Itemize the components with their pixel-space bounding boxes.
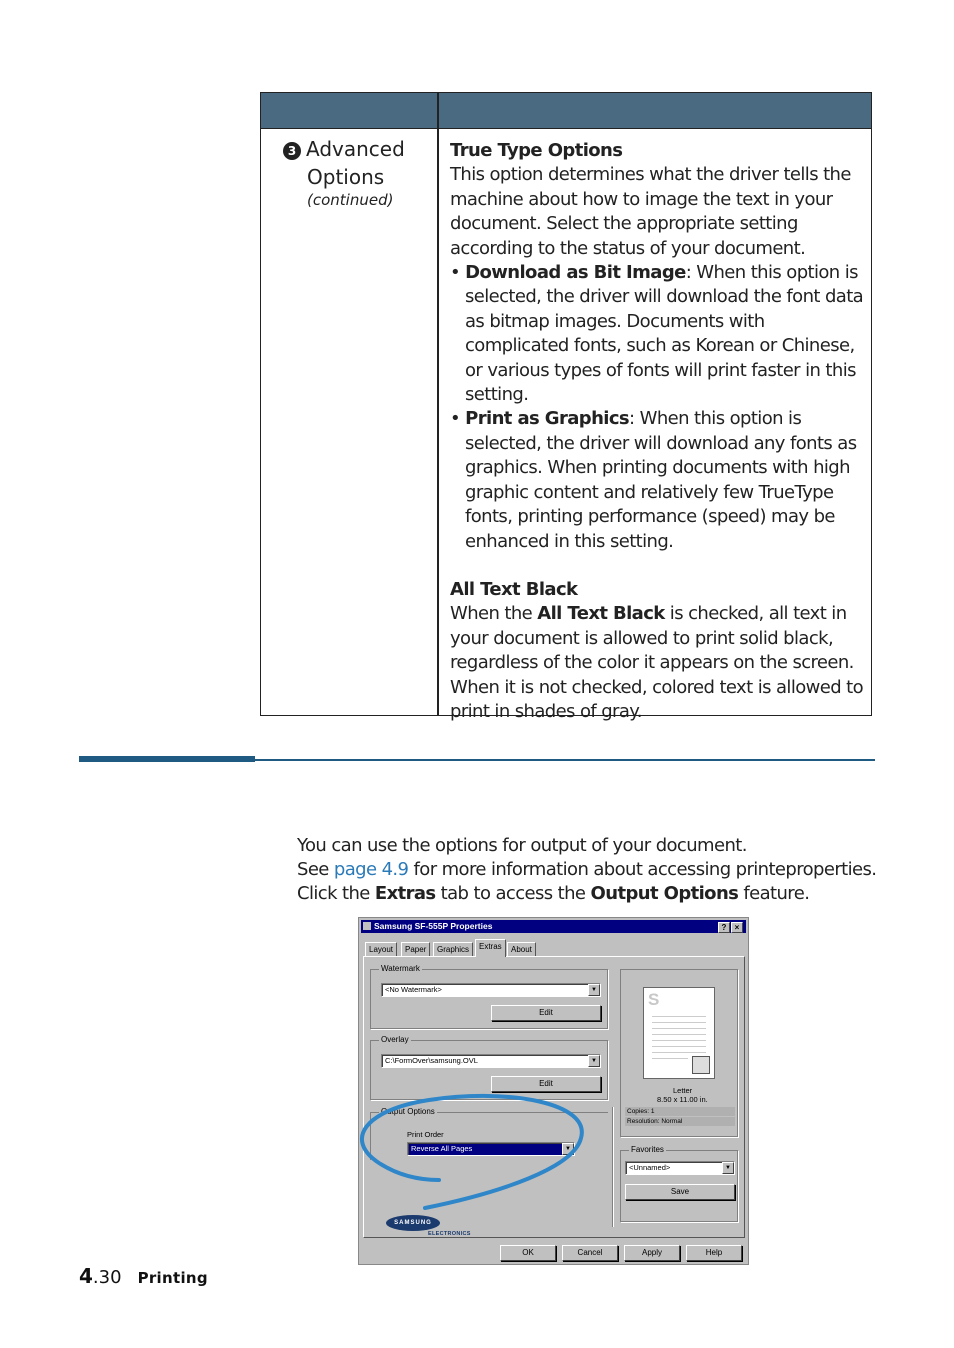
page-number: .30 bbox=[92, 1267, 122, 1288]
output-options-label: Output Options bbox=[381, 1107, 435, 1116]
chevron-down-icon: ▼ bbox=[722, 1162, 734, 1174]
preview-size: 8.50 x 11.00 in. bbox=[657, 1095, 708, 1104]
column-divider bbox=[437, 129, 439, 715]
bullet1-text: : When this option is selected, the driver will download the font data as bitmap images. Documents with complicated fonts, such as Korean or Chinese, or various types of fonts will print faster in this setting. bbox=[465, 262, 864, 406]
print-order-value: Reverse All Pages bbox=[411, 1144, 473, 1153]
tt-heading: True Type Options bbox=[450, 140, 623, 161]
close-icon[interactable]: × bbox=[731, 922, 743, 933]
intro-line3 bbox=[297, 882, 877, 906]
option-name-note: (continued) bbox=[307, 191, 394, 209]
page-footer bbox=[79, 1264, 208, 1290]
tab-layout[interactable]: Layout bbox=[365, 942, 397, 956]
atb-description bbox=[450, 602, 868, 724]
intro-line2-pre: See bbox=[297, 859, 334, 880]
help-title-button[interactable]: ? bbox=[718, 922, 730, 933]
extras-tab-ref: Extras bbox=[374, 883, 436, 904]
output-options-ref: Output Options bbox=[590, 883, 739, 904]
overlay-select[interactable] bbox=[381, 1054, 601, 1068]
samsung-logo-sub: ELECTRONICS bbox=[428, 1231, 471, 1237]
print-order-select[interactable] bbox=[407, 1142, 575, 1156]
intro-line1: You can use the options for output of your document. bbox=[297, 835, 747, 856]
favorites-group bbox=[620, 1145, 738, 1222]
atb-heading: All Text Black bbox=[450, 578, 578, 600]
tt-description: This option determines what the driver tells the machine about how to image the text in your document. Select the appropriate setting according to the status of your document. bbox=[450, 164, 851, 259]
chapter-number: 4 bbox=[79, 1264, 93, 1288]
page-preview bbox=[620, 969, 738, 1137]
bullet-bit-image: • Download as Bit Image: When this option is selected, the driver will download the font data as bitmap images. Documents with complicated fonts, such as Korean or Chinese, or various types of fonts will print faster in this setting. bbox=[450, 262, 864, 406]
bullet-print-graphics: • Print as Graphics: When this option is selected, the driver will download any fonts as graphics. When printing documents with high graphic content and relatively few TrueType fonts, printing performance (speed) may be enhanced in this setting. bbox=[450, 408, 857, 552]
intro-text bbox=[297, 834, 877, 906]
atb-text-bold: All Text Black bbox=[537, 603, 665, 625]
intro-line3-mid: tab to access the bbox=[435, 883, 591, 904]
option-name-cell bbox=[283, 135, 405, 209]
tab-about[interactable]: About bbox=[507, 942, 536, 956]
resolution-info: Resolution: Normal bbox=[625, 1117, 735, 1126]
option-name-line1: Advanced bbox=[306, 137, 405, 161]
intro-line2-post: for more information about accessing printeproperties. bbox=[408, 859, 877, 880]
favorites-value: <Unnamed> bbox=[629, 1163, 671, 1172]
watermark-value: <No Watermark> bbox=[385, 985, 442, 994]
favorites-label: Favorites bbox=[631, 1145, 664, 1154]
section-divider bbox=[79, 756, 875, 764]
header-divider bbox=[437, 93, 439, 129]
apply-button[interactable]: Apply bbox=[624, 1245, 680, 1261]
copies-info: Copies: 1 bbox=[625, 1107, 735, 1116]
overlay-value: C:\FormOver\samsung.OVL bbox=[385, 1056, 478, 1065]
bullet1-label: Download as Bit Image bbox=[465, 262, 686, 284]
option-description bbox=[450, 139, 868, 724]
overlay-thumb-icon bbox=[692, 1056, 710, 1074]
vertical-separator bbox=[612, 1107, 613, 1227]
intro-line2 bbox=[297, 858, 877, 882]
samsung-logo: SAMSUNG bbox=[386, 1215, 440, 1231]
watermark-edit-button[interactable]: Edit bbox=[491, 1005, 601, 1021]
paper-thumbnail bbox=[643, 987, 715, 1079]
table-header bbox=[261, 93, 871, 129]
chevron-down-icon: ▼ bbox=[562, 1143, 574, 1155]
watermark-label: Watermark bbox=[381, 964, 420, 973]
overlay-group bbox=[370, 1035, 608, 1100]
section-divider-accent bbox=[79, 756, 255, 762]
ok-button[interactable]: OK bbox=[500, 1245, 556, 1261]
properties-dialog bbox=[358, 917, 749, 1265]
watermark-group bbox=[370, 964, 608, 1029]
tab-graphics[interactable]: Graphics bbox=[433, 942, 473, 956]
cancel-button[interactable]: Cancel bbox=[562, 1245, 618, 1261]
output-options-group bbox=[370, 1107, 608, 1160]
section-name: Printing bbox=[137, 1269, 208, 1287]
tab-paper[interactable]: Paper bbox=[401, 942, 430, 956]
extras-panel bbox=[363, 956, 745, 1238]
preview-paper: Letter bbox=[673, 1086, 693, 1095]
intro-line3-post: feature. bbox=[738, 883, 810, 904]
printer-icon bbox=[363, 922, 371, 930]
option-name-line2: Options bbox=[307, 165, 385, 189]
watermark-select[interactable] bbox=[381, 983, 601, 997]
atb-text-post: is checked, all text in your document is allowed to print solid black, regardless of the color it appears on the screen. When it is not checked, colored text is allowed to print in shades of gray. bbox=[450, 603, 864, 722]
bullet2-text: : When this option is selected, the driver will download any fonts as graphics. When printing documents with high graphic content and relatively few TrueType fonts, printing performance (speed) may be enhanced in this setting. bbox=[465, 408, 857, 552]
chevron-down-icon: ▼ bbox=[588, 1055, 600, 1067]
intro-line3-pre: Click the bbox=[297, 883, 375, 904]
help-button[interactable]: Help bbox=[686, 1245, 742, 1261]
samsung-s-icon: S bbox=[648, 990, 660, 1009]
option-number-badge: 3 bbox=[283, 142, 301, 160]
favorites-save-button[interactable]: Save bbox=[625, 1184, 735, 1200]
tab-extras[interactable]: Extras bbox=[475, 939, 506, 957]
favorites-select[interactable] bbox=[625, 1161, 735, 1175]
overlay-label: Overlay bbox=[381, 1035, 409, 1044]
page-link[interactable]: page 4.9 bbox=[333, 859, 409, 880]
section-divider-line bbox=[255, 759, 875, 761]
atb-text-pre: When the bbox=[450, 603, 538, 625]
dialog-title: Samsung SF-555P Properties bbox=[374, 921, 493, 931]
overlay-edit-button[interactable]: Edit bbox=[491, 1076, 601, 1092]
chevron-down-icon: ▼ bbox=[588, 984, 600, 996]
options-table bbox=[260, 92, 872, 722]
print-order-label: Print Order bbox=[407, 1130, 444, 1139]
bullet2-label: Print as Graphics bbox=[465, 408, 630, 430]
dialog-titlebar bbox=[361, 920, 746, 933]
